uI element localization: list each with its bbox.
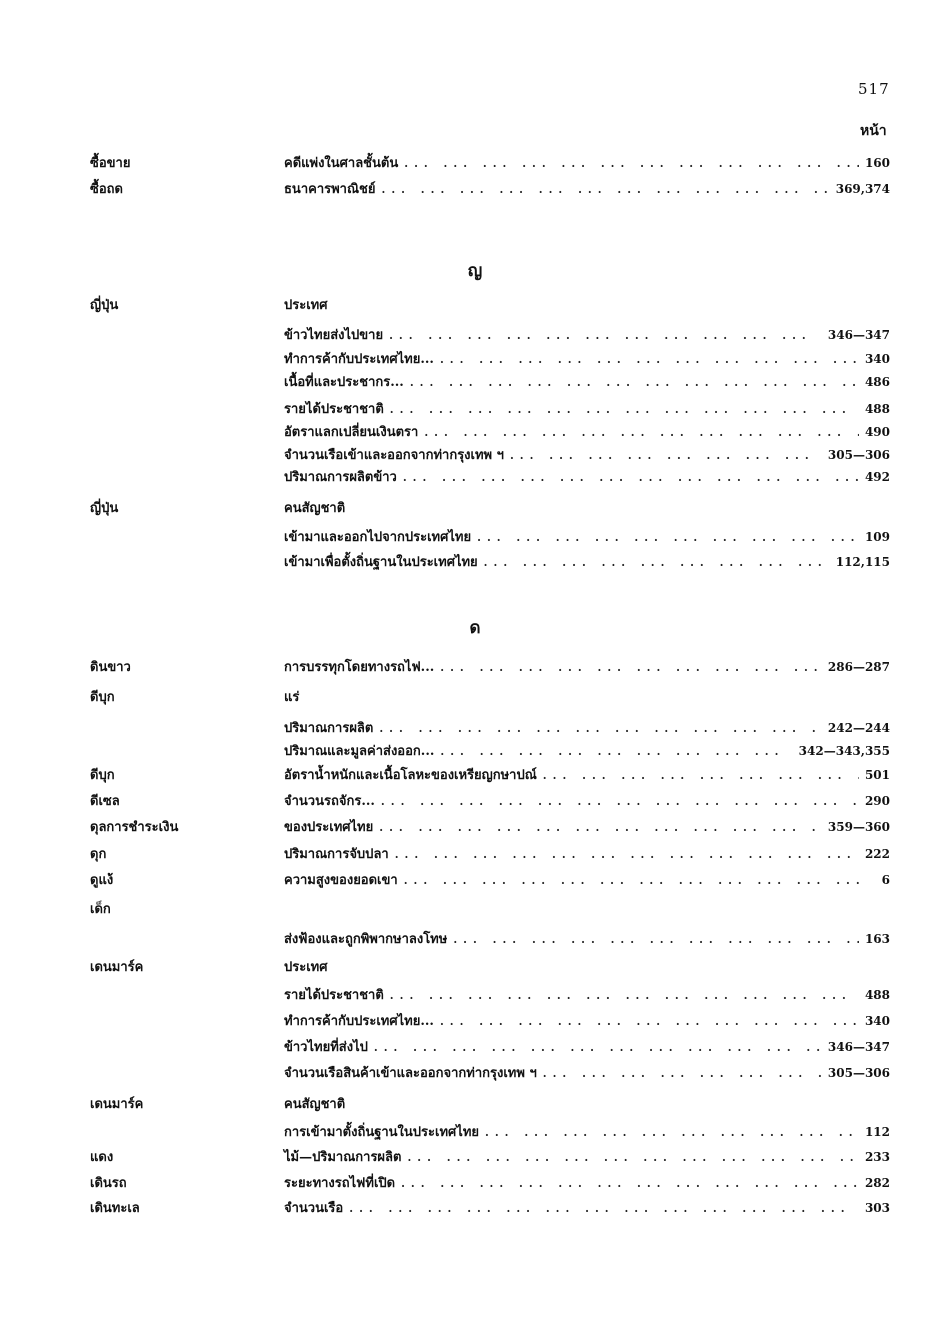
index-term: ดินขาว bbox=[90, 660, 131, 675]
index-row bbox=[0, 324, 950, 346]
index-row bbox=[0, 1093, 950, 1115]
subentry-text: รายได้ประชาชาติ bbox=[284, 402, 384, 417]
index-row bbox=[0, 1062, 950, 1084]
page-reference: 290 bbox=[864, 794, 890, 808]
section-letter: ด bbox=[469, 618, 481, 638]
index-row bbox=[0, 764, 950, 786]
subentry-text: การบรรทุกโดยทางรถไฟ... bbox=[284, 660, 435, 675]
index-row bbox=[0, 551, 950, 573]
subentry-text: จำนวนรถจักร... bbox=[284, 794, 375, 809]
index-subentry bbox=[284, 1010, 890, 1031]
dot-leader bbox=[379, 821, 822, 834]
index-term: เด็ก bbox=[90, 902, 111, 917]
dot-leader bbox=[440, 353, 859, 366]
index-subentry bbox=[284, 421, 890, 442]
dot-leader bbox=[410, 376, 859, 389]
page-reference: 6 bbox=[881, 873, 890, 887]
dot-leader bbox=[404, 157, 859, 170]
page-reference: 488 bbox=[864, 402, 890, 416]
dot-leader bbox=[440, 1015, 859, 1028]
index-term: ดีบุก bbox=[90, 768, 115, 783]
subentry-text: จำนวนเรือ bbox=[284, 1201, 344, 1216]
dot-leader bbox=[477, 531, 859, 544]
index-row bbox=[0, 1146, 950, 1168]
dot-leader bbox=[453, 933, 859, 946]
dot-leader bbox=[440, 661, 822, 674]
index-row bbox=[0, 740, 950, 762]
index-subentry bbox=[284, 869, 890, 890]
index-subentry bbox=[284, 686, 890, 707]
subentry-text: ปริมาณการจับปลา bbox=[284, 847, 389, 862]
index-row bbox=[0, 294, 950, 316]
subentry-text: แร่ bbox=[284, 690, 300, 705]
dot-leader bbox=[401, 1177, 859, 1190]
index-subentry bbox=[284, 928, 890, 949]
index-subentry bbox=[284, 152, 890, 173]
index-term: เดนมาร์ค bbox=[90, 960, 144, 975]
index-subentry bbox=[284, 717, 890, 738]
subentry-text: ปริมาณการผลิต bbox=[284, 721, 374, 736]
index-row bbox=[0, 152, 950, 174]
dot-leader bbox=[403, 471, 859, 484]
dot-leader bbox=[381, 183, 829, 196]
subentry-text: ทำการค้ากับประเทศไทย... bbox=[284, 352, 434, 367]
page-reference: 303 bbox=[864, 1201, 890, 1215]
index-term: ซื้อขาย bbox=[90, 156, 131, 171]
dot-leader bbox=[424, 426, 859, 439]
page-reference: 282 bbox=[864, 1176, 890, 1190]
dot-leader bbox=[440, 745, 792, 758]
page-number: 517 bbox=[858, 80, 890, 98]
index-term: ซื้อถด bbox=[90, 182, 123, 197]
index-subentry bbox=[284, 371, 890, 392]
subentry-text: ระยะทางรถไฟที่เปิด bbox=[284, 1176, 396, 1191]
index-row bbox=[0, 421, 950, 443]
page-reference: 222 bbox=[864, 847, 890, 861]
index-subentry bbox=[284, 1197, 890, 1218]
dot-leader bbox=[349, 1202, 859, 1215]
index-term: ดีบุก bbox=[90, 690, 115, 705]
page-reference: 488 bbox=[864, 988, 890, 1002]
dot-leader bbox=[381, 795, 859, 808]
page-reference: 359—360 bbox=[827, 820, 890, 834]
subentry-text: จำนวนเรือเข้าและออกจากท่ากรุงเทพ ฯ bbox=[284, 448, 504, 463]
page-reference: 369,374 bbox=[835, 182, 890, 196]
index-subentry bbox=[284, 294, 890, 315]
index-subentry bbox=[284, 1062, 890, 1083]
page-reference: 492 bbox=[864, 470, 890, 484]
index-row bbox=[0, 790, 950, 812]
index-term: เดินทะเล bbox=[90, 1201, 140, 1216]
index-subentry bbox=[284, 984, 890, 1005]
index-row bbox=[0, 984, 950, 1006]
index-term: ดีเซล bbox=[90, 794, 120, 809]
page-reference: 233 bbox=[864, 1150, 890, 1164]
page-reference: 501 bbox=[864, 768, 890, 782]
dot-leader bbox=[389, 329, 822, 342]
subentry-text: เข้ามาและออกไปจากประเทศไทย bbox=[284, 530, 472, 545]
index-term: ดุลการชำระเงิน bbox=[90, 820, 179, 835]
page-reference: 112 bbox=[864, 1125, 890, 1139]
subentry-text: ความสูงของยอดเขา bbox=[284, 873, 398, 888]
index-subentry bbox=[284, 178, 890, 199]
subentry-text: ข้าวไทยที่ส่งไป bbox=[284, 1040, 368, 1055]
dot-leader bbox=[407, 1151, 858, 1164]
dot-leader bbox=[485, 1126, 859, 1139]
index-row bbox=[0, 371, 950, 393]
index-subentry bbox=[284, 398, 890, 419]
index-row bbox=[0, 444, 950, 466]
index-term: เดินรถ bbox=[90, 1176, 127, 1191]
index-row bbox=[0, 956, 950, 978]
index-row bbox=[0, 686, 950, 708]
index-subentry bbox=[284, 816, 890, 837]
dot-leader bbox=[484, 556, 830, 569]
subentry-text: ธนาคารพาณิชย์ bbox=[284, 182, 376, 197]
index-row bbox=[0, 1010, 950, 1032]
subentry-text: อัตราแลกเปลี่ยนเงินตรา bbox=[284, 425, 419, 440]
page-reference: 163 bbox=[864, 932, 890, 946]
index-subentry bbox=[284, 324, 890, 345]
index-row bbox=[0, 526, 950, 548]
index-subentry bbox=[284, 1121, 890, 1142]
index-row bbox=[0, 1172, 950, 1194]
dot-leader bbox=[404, 874, 876, 887]
page-reference: 342—343,355 bbox=[798, 744, 890, 758]
page-reference: 486 bbox=[864, 375, 890, 389]
page-reference: 340 bbox=[864, 1014, 890, 1028]
index-subentry bbox=[284, 1036, 890, 1057]
index-term: ญี่ปุ่น bbox=[90, 298, 119, 313]
index-row bbox=[0, 898, 950, 920]
dot-leader bbox=[510, 449, 822, 462]
subentry-text: ปริมาณการผลิตข้าว bbox=[284, 470, 397, 485]
index-subentry bbox=[284, 497, 890, 518]
subentry-text: คนสัญชาติ bbox=[284, 501, 346, 516]
index-row bbox=[0, 466, 950, 488]
index-row bbox=[0, 1121, 950, 1143]
dot-leader bbox=[543, 769, 859, 782]
index-subentry bbox=[284, 444, 890, 465]
subentry-text: ของประเทศไทย bbox=[284, 820, 374, 835]
index-row bbox=[0, 178, 950, 200]
index-subentry bbox=[284, 1146, 890, 1167]
dot-leader bbox=[390, 403, 859, 416]
page-reference: 490 bbox=[864, 425, 890, 439]
page-reference: 160 bbox=[864, 156, 890, 170]
index-row bbox=[0, 816, 950, 838]
page-reference: 242—244 bbox=[827, 721, 890, 735]
subentry-text: เนื้อที่และประชากร... bbox=[284, 375, 404, 390]
subentry-text: จำนวนเรือสินค้าเข้าและออกจากท่ากรุงเทพ ฯ bbox=[284, 1066, 537, 1081]
dot-leader bbox=[379, 722, 822, 735]
subentry-text: ส่งฟ้องและถูกพิพากษาลงโทษ bbox=[284, 932, 448, 947]
dot-leader bbox=[374, 1041, 822, 1054]
index-row bbox=[0, 869, 950, 891]
index-subentry bbox=[284, 551, 890, 572]
index-term: ดูแง้ bbox=[90, 873, 114, 888]
section-letter: ญ bbox=[467, 261, 483, 281]
subentry-text: คดีแพ่งในศาลชั้นต้น bbox=[284, 156, 399, 171]
index-row bbox=[0, 1036, 950, 1058]
subentry-text: ประเทศ bbox=[284, 960, 328, 975]
index-subentry bbox=[284, 740, 890, 761]
subentry-text: อัตราน้ำหนักและเนื้อโลหะของเหรียญกษาปณ์ bbox=[284, 768, 537, 783]
page-reference: 109 bbox=[864, 530, 890, 544]
page-reference: 305—306 bbox=[827, 1066, 890, 1080]
page-column-label: หน้า bbox=[860, 123, 887, 139]
subentry-text: เข้ามาเพื่อตั้งถิ่นฐานในประเทศไทย bbox=[284, 555, 478, 570]
index-subentry bbox=[284, 764, 890, 785]
index-row bbox=[0, 497, 950, 519]
index-row bbox=[0, 398, 950, 420]
index-row bbox=[0, 928, 950, 950]
index-subentry bbox=[284, 466, 890, 487]
index-subentry bbox=[284, 526, 890, 547]
subentry-text: การเข้ามาตั้งถิ่นฐานในประเทศไทย bbox=[284, 1125, 479, 1140]
index-subentry bbox=[284, 348, 890, 369]
page-reference: 340 bbox=[864, 352, 890, 366]
subentry-text: ประเทศ bbox=[284, 298, 328, 313]
index-subentry bbox=[284, 1093, 890, 1114]
page-reference: 286—287 bbox=[827, 660, 890, 674]
subentry-text: ไม้—ปริมาณการผลิต bbox=[284, 1150, 402, 1165]
index-row bbox=[0, 1197, 950, 1219]
subentry-text: ข้าวไทยส่งไปขาย bbox=[284, 328, 384, 343]
index-subentry bbox=[284, 656, 890, 677]
page-reference: 305—306 bbox=[827, 448, 890, 462]
page-reference: 112,115 bbox=[835, 555, 890, 569]
index-subentry bbox=[284, 956, 890, 977]
index-row bbox=[0, 348, 950, 370]
index-term: ญี่ปุ่น bbox=[90, 501, 119, 516]
subentry-text: ทำการค้ากับประเทศไทย... bbox=[284, 1014, 434, 1029]
index-subentry bbox=[284, 790, 890, 811]
index-subentry bbox=[284, 1172, 890, 1193]
subentry-text: คนสัญชาติ bbox=[284, 1097, 346, 1112]
dot-leader bbox=[543, 1067, 822, 1080]
page-reference: 346—347 bbox=[827, 328, 890, 342]
subentry-text: รายได้ประชาชาติ bbox=[284, 988, 384, 1003]
index-row bbox=[0, 717, 950, 739]
index-row bbox=[0, 843, 950, 865]
page-reference: 346—347 bbox=[827, 1040, 890, 1054]
index-term: ดุก bbox=[90, 847, 107, 862]
index-row bbox=[0, 656, 950, 678]
dot-leader bbox=[395, 848, 859, 861]
dot-leader bbox=[390, 989, 859, 1002]
index-subentry bbox=[284, 843, 890, 864]
index-term: แดง bbox=[90, 1150, 114, 1165]
subentry-text: ปริมาณและมูลค่าส่งออก... bbox=[284, 744, 435, 759]
index-term: เดนมาร์ค bbox=[90, 1097, 144, 1112]
